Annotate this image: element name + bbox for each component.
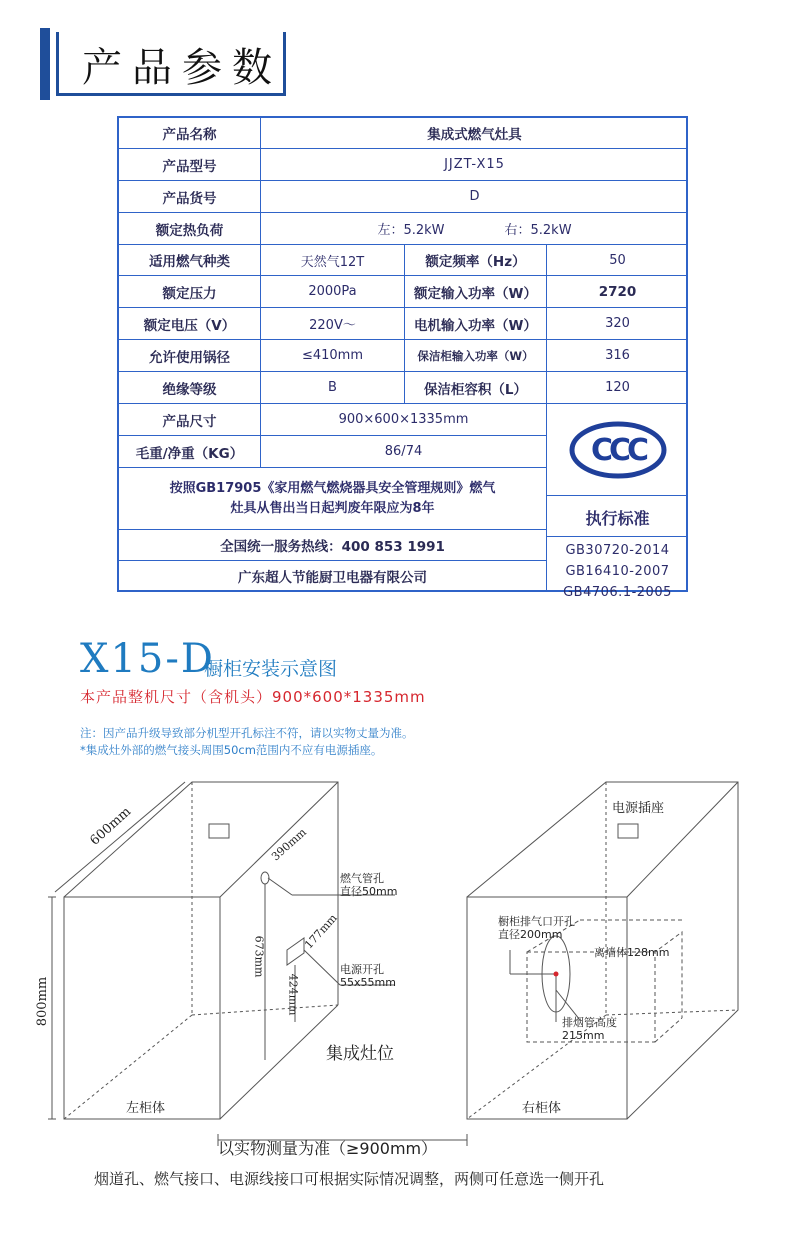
standard-item: GB30720-2014 (565, 543, 670, 558)
label-socket: 电源插座 (612, 801, 665, 816)
spec-label: 保洁柜输入功率（W） (405, 340, 547, 372)
ccc-logo-icon (569, 421, 667, 479)
install-diagram (0, 760, 790, 1160)
vent-dia: 直径200mm (498, 928, 563, 941)
gas-hole-dia: 直径50mm (340, 885, 398, 898)
power-hole-text: 电源开孔 (340, 963, 384, 976)
standards-block (547, 496, 688, 600)
spec-label: 额定频率（Hz） (405, 245, 547, 276)
spec-company: 广东超人节能厨卫电器有限公司 (119, 561, 547, 590)
label-177: 177mm (302, 911, 340, 952)
heat-left: 左：5.2kW (377, 223, 445, 238)
label-wall: 离墙体128mm (594, 946, 670, 959)
label-390: 390mm (269, 825, 309, 864)
install-title-model: X15-D (80, 636, 215, 682)
label-right-cabinet: 右柜体 (522, 1101, 562, 1116)
spec-hotline: 全国统一服务热线：400 853 1991 (119, 530, 547, 561)
ccc-logo-text: CCC (590, 432, 645, 468)
spec-label: 产品货号 (119, 181, 261, 213)
spec-value: 320 (547, 308, 688, 340)
spec-value-product-name: 集成式燃气灶具 (261, 118, 688, 149)
measure-note: 以实物测量为准（≥900mm） (218, 1139, 438, 1158)
power-hole-size: 55x55mm (340, 976, 396, 989)
install-subtitle: 本产品整机尺寸（含机头）900*600*1335mm (80, 688, 426, 706)
spec-value-item-no: D (261, 181, 688, 213)
spec-label: 毛重/净重（KG） (119, 436, 261, 468)
ccc-logo-block (547, 404, 688, 496)
bottom-note: 烟道孔、燃气接口、电源线接口可根据实际情况调整，两侧可任意选一侧开孔 (94, 1170, 605, 1188)
spec-table (117, 116, 688, 600)
label-424: 424mm (286, 973, 300, 1016)
spec-value: 220V～ (261, 308, 405, 340)
spec-value-heat (261, 213, 688, 245)
spec-label: 产品尺寸 (119, 404, 261, 436)
label-gas-hole (340, 872, 397, 898)
label-stove-position: 集成灶位 (326, 1044, 394, 1064)
spec-value-size: 900×600×1335mm (261, 404, 547, 436)
pipe-height-text: 排烟管高度 (562, 1016, 617, 1029)
spec-label: 允许使用锅径 (119, 340, 261, 372)
spec-label: 保洁柜容积（L） (405, 372, 547, 404)
spec-value-model: JJZT-X15 (261, 149, 688, 181)
gas-hole-text: 燃气管孔 (340, 872, 384, 885)
label-power-hole (340, 963, 396, 989)
vent-text: 橱柜排气口开孔 (498, 915, 575, 928)
heat-right: 右：5.2kW (504, 223, 572, 238)
install-note-2: *集成灶外部的燃气接头周围50cm范围内不应有电源插座。 (80, 743, 383, 757)
spec-value: 316 (547, 340, 688, 372)
spec-notice: 按照GB17905《家用燃气燃烧器具安全管理规则》燃气灶具从售出当日起判废年限应为8年 (119, 468, 547, 530)
install-title-text: 橱柜安装示意图 (204, 658, 338, 680)
spec-label: 电机输入功率（W） (405, 308, 547, 340)
spec-value: B (261, 372, 405, 404)
spec-label: 额定热负荷 (119, 213, 261, 245)
standard-item: GB16410-2007 (565, 564, 670, 579)
spec-label: 适用燃气种类 (119, 245, 261, 276)
pipe-height-value: 215mm (562, 1029, 605, 1042)
spec-value: ≤410mm (261, 340, 405, 372)
spec-label: 额定电压（V） (119, 308, 261, 340)
section-header (40, 28, 290, 100)
spec-value-weight: 86/74 (261, 436, 547, 468)
label-depth: 600mm (87, 804, 135, 849)
install-note-1: 注：因产品升级导致部分机型开孔标注不符，请以实物丈量为准。 (80, 726, 414, 740)
label-left-cabinet: 左柜体 (126, 1101, 166, 1116)
spec-label: 产品型号 (119, 149, 261, 181)
spec-label: 额定输入功率（W） (405, 276, 547, 308)
spec-value: 天然气12T (261, 245, 405, 276)
spec-value: 2000Pa (261, 276, 405, 308)
spec-label: 额定压力 (119, 276, 261, 308)
spec-value: 120 (547, 372, 688, 404)
spec-label: 绝缘等级 (119, 372, 261, 404)
header-accent-bar (40, 28, 50, 100)
label-height: 800mm (35, 976, 51, 1027)
section-title: 产品参数 (82, 45, 282, 91)
spec-value: 2720 (547, 276, 688, 308)
standard-item: GB4706.1-2005 (563, 585, 672, 600)
label-673: 673mm (252, 935, 266, 978)
spec-label: 产品名称 (119, 118, 261, 149)
label-pipe (562, 1016, 617, 1042)
standards-heading: 执行标准 (547, 496, 688, 537)
spec-value: 50 (547, 245, 688, 276)
label-vent (498, 915, 575, 941)
